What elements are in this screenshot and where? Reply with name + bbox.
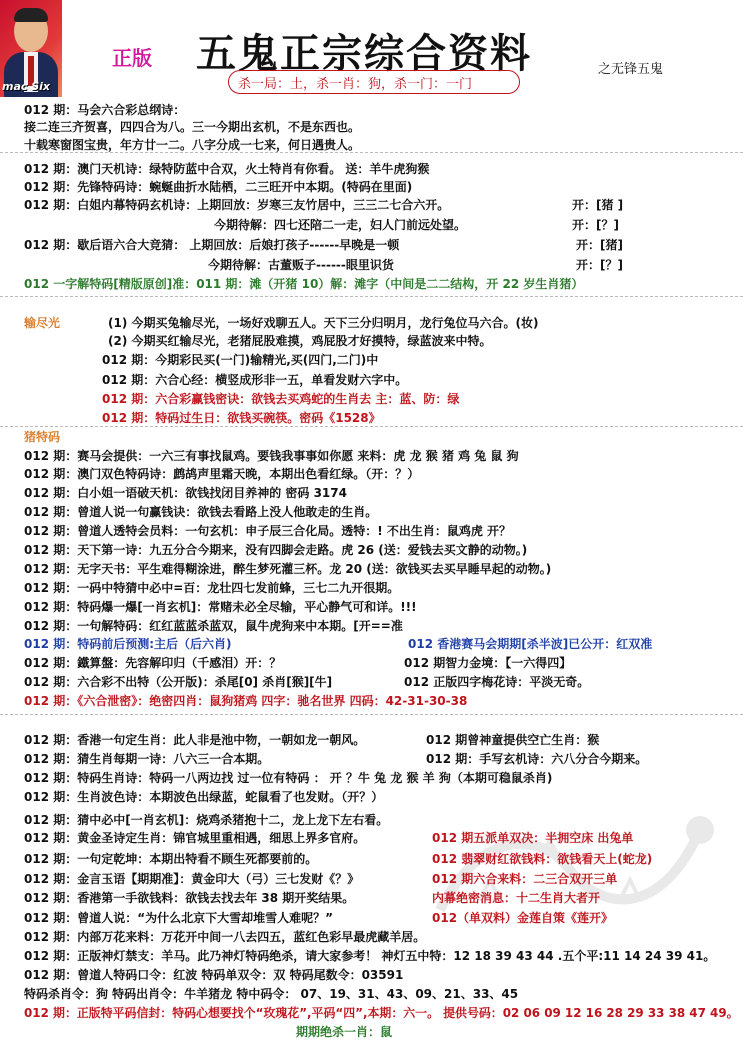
text-line: 012 期：特码爆一爆[一肖玄机]：常赌未必全尽输，平心静气可和详。!!! [24, 600, 417, 614]
text-line: 十载寒窗图宝贵，年方廿一二。八字分成一七来，何日遇贵人。 [24, 138, 361, 152]
text-line: 012 期：正版特平码信封：特码心想要找个“玫瑰花”,平码“四”,本期：六一。 提供号码：02 06 09 12 16 28 29 33 38 47 49。 [24, 1006, 739, 1020]
text-line: 开：[猪 ] [572, 198, 624, 212]
genuine-badge: 正版 [112, 46, 152, 70]
text-line: (1) 今期买兔输尽光，一场好戏聊五人。天下三分归明月，龙行兔位马六合。(妆) [108, 316, 539, 330]
text-line: 今期待解：古董贩子------眼里识货 [208, 258, 394, 272]
page-subtitle: 杀一局：土，杀一肖：狗，杀一门：一门 [238, 77, 473, 92]
text-line: 012 期：一句定乾坤：本期出特看不顾生死都要前的。 [24, 852, 318, 866]
divider [0, 152, 743, 153]
text-line: 012 期：特码前后预测:主后（后六肖) [24, 637, 232, 651]
text-line: 开：[？] [572, 218, 619, 232]
text-line: 012 期：一码中特猜中必中=百：龙壮四七发前蜂，三七二九开很期。 [24, 581, 400, 595]
text-line: 开：[猪] [576, 238, 623, 252]
text-line: 012 香港赛马会期期[杀半波]已公开：红双准 [408, 637, 653, 651]
text-line: 特码杀肖令：狗 特码出肖令：牛羊猪龙 特中码令： 07、19、31、43、09、21、33、45 [24, 987, 519, 1001]
text-line: 012 正版四字梅花诗：平淡无奇。 [404, 675, 590, 689]
text-line: 012 期：特码生肖诗：特码一八两边找 过一位有特码 ： 开 ？牛 兔 龙 猴 羊 狗（本期可稳鼠杀肖) [24, 771, 553, 785]
text-line: 012 期：曾道人说：“为什么北京下大雪却堆雪人难呢？” [24, 911, 334, 925]
text-line: 输尽光 [24, 316, 61, 330]
text-line: 开：[？] [576, 258, 623, 272]
text-line: 012 期：先锋特码诗：蜿蜒曲折水陆栖，二三旺开中本期。(特码在里面) [24, 180, 413, 194]
text-line: 012 一字解特码[精版原创]准：011 期：滩（开猪 10）解：滩字（中间是二二结构，开 22 岁生肖猪） [24, 277, 584, 291]
text-line: 012 期：金言玉语【期期准】：黄金印大（弓）三七发财《？》 [24, 872, 360, 886]
text-line: 012 期：香港一句定生肖：此人非是池中物，一朝如龙一朝风。 [24, 733, 366, 747]
site-logo-text: mac Six [2, 80, 51, 93]
text-line: 012 期：内部万花来料：万花开中间一八去四五，蓝红色彩早最虎藏羊居。 [24, 930, 426, 944]
text-line: (2) 今期买红输尽光，老猪屁股难摸，鸡屁股才好摸特，绿蓝波来中特。 [108, 334, 492, 348]
text-line: 012 期：无字天书：平生难得糊涂进，醉生梦死灌三杯。龙 20 (送：欲钱买去买早睡早起的动物。) [24, 562, 552, 576]
dragon-watermark-icon [420, 790, 720, 950]
text-line: 012 期：白小姐一语破天机：欲钱找闭目养神的 密码 3174 [24, 486, 347, 500]
text-line: 期期绝杀一肖：鼠 [296, 1025, 393, 1039]
text-line: 012 期：六合心经：横竖成形非一五，单看发财六字中。 [102, 373, 408, 387]
text-line: 猪特码 [24, 430, 61, 444]
text-line: 012 期：特码过生日：欲钱买碗筷。密码《1528》 [102, 411, 381, 425]
text-line: 今期待解：四七还陪二一走，妇人门前远处望。 [214, 218, 467, 232]
text-line: 012 期：赛马会提供：一六三有事找鼠鸡。要钱我事事如你愿 来料：虎 龙 猴 猪 鸡 兔 鼠 狗 [24, 449, 519, 463]
text-line: 012 期：曾道人特码口令：红波 特码单双令：双 特码尾数令：03591 [24, 968, 404, 982]
text-line: 012 期：澳门双色特码诗：鹧鸪声里霜天晚，本期出色看红绿。（开：？） [24, 467, 420, 481]
text-line: 012 期曾神童提供空亡生肖：猴 [426, 733, 600, 747]
text-line: 012 翡翠财红欲钱料：欲钱看天上(蛇龙) [432, 852, 653, 866]
text-line: 012 期：正版神灯禁支：羊马。此乃神灯特码绝杀，请大家参考！ 神灯五中特：12 18 39 43 44 .五个平:11 14 24 39 41。 [24, 949, 716, 963]
text-line: 012 期：生肖波色诗：本期波色出绿蓝，蛇鼠看了也发财。（开？） [24, 790, 384, 804]
text-line: 012 期：猜生肖每期一诗：八六三一合本期。 [24, 752, 270, 766]
divider [0, 426, 743, 427]
text-line: 内幕绝密消息：十二生肖大者开 [432, 891, 601, 905]
text-line: 012 期智力金境：【一六得四】 [404, 656, 572, 670]
divider [0, 714, 743, 715]
divider [0, 296, 743, 297]
text-line: 012 期：白姐内幕特码玄机诗：上期回放：岁寒三友竹居中，三三二七合六开。 [24, 198, 450, 212]
text-line: 012 期六合来料：二三合双开三单 [432, 872, 618, 886]
text-line: 012 期：一句解特码：红红蓝蓝杀蓝双，鼠牛虎狗来中本期。[开==准 [24, 619, 403, 633]
text-line: 012 期：马会六合彩总纲诗： [24, 103, 186, 117]
text-line: 012 期：香港第一手欲钱料：欲钱去找去年 38 期开奖结果。 [24, 891, 355, 905]
text-line: 012 期五派单双决：半拥空床 出兔单 [432, 831, 634, 845]
text-line: 012 期：曾道人说一句赢钱诀：欲钱去看路上没人他敢走的生肖。 [24, 505, 378, 519]
page-title: 五鬼正宗综合资料 [196, 30, 532, 77]
text-line: 012 期：天下第一诗：九五分合今期来，没有四脚会走路。虎 26 (送：爱钱去买文静的动物。) [24, 543, 528, 557]
text-line: 接二连三齐贺喜，四四合为八。三一今期出玄机，不是东西也。 [24, 120, 361, 134]
text-line: 012 期：曾道人透特会员料：一句玄机：申子辰三合化局。透特：! 不出生肖：鼠鸡虎 开？ [24, 524, 512, 538]
text-line: 012 期：手写玄机诗：六八分合今期来。 [426, 752, 648, 766]
text-line: 012 期：歇后语六合大竞猜： 上期回放：后娘打孩子------早晚是一顿 [24, 238, 400, 252]
text-line: 012 期：今期彩民买(一门)输精光,买(四门,二门)中 [102, 353, 379, 367]
text-line: 012 期：鐵算盤：先容解印归（千感泪）开：？ [24, 656, 282, 670]
text-line: 012 期：《六合泄密》：绝密四肖：鼠狗猪鸡 四字：驰名世界 四码：42-31-30-38 [24, 694, 468, 708]
author-name: 之无锋五鬼 [598, 62, 664, 77]
text-line: 012 期：黄金圣诗定生肖：锦官城里重相遇，细思上界多官府。 [24, 831, 366, 845]
text-line: 012 期：澳门天机诗：绿特防蓝中合双，火土特肖有你看。 送：羊牛虎狗猴 [24, 162, 430, 176]
text-line: 012（单双料）金莲自策《莲开》 [432, 911, 614, 925]
text-line: 012 期：猜中必中[一肖玄机]：烧鸡杀猪抱十二，龙上龙下左右看。 [24, 813, 389, 827]
text-line: 012 期：六合彩不出特（公开版)：杀尾[0] 杀肖[猴][牛] [24, 675, 333, 689]
text-line: 012 期：六合彩赢钱密诀：欲钱去买鸡蛇的生肖去 主：蓝、防：绿 [102, 392, 460, 406]
